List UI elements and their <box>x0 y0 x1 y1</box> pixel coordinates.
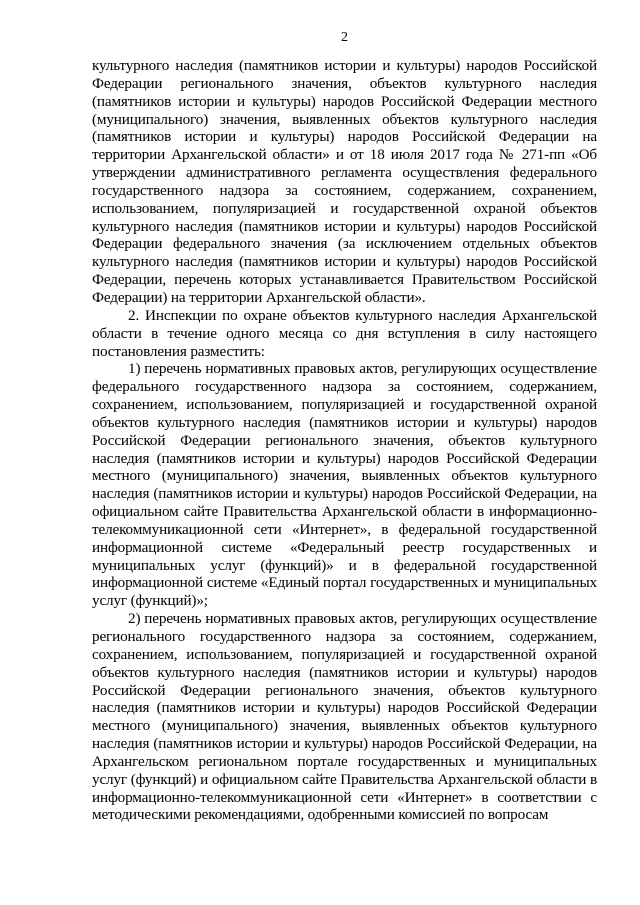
paragraph-subitem-1: 1) перечень нормативных правовых актов, регулирующих осуществление федерального государственного надзора за состоянием, содержанием, сохранением, использованием, популяризацией и государственной охраной объектов культурного наследия (памятников истории и культуры) народов Российской Федерации регионального значения, объектов культурного наследия (памятников истории и культуры) народов Российской Федерации местного (муниципального) значения, выявленных объектов культурного наследия (памятников истории и культуры) народов Российской Федерации, на официальном сайте Правительства Архангельской области в информационно-телекоммуникационной сети «Интернет», в федеральной государственной информационной системе «Федеральный реестр государственных и муниципальных услуг (функций)» и в федеральной государственной информационной системе «Единый портал государственных и муниципальных услуг (функций)»; <box>92 360 597 610</box>
paragraph-item-2: 2. Инспекции по охране объектов культурного наследия Архангельской области в течение одного месяца со дня вступления в силу настоящего постановления разместить: <box>92 306 597 360</box>
paragraph-continuation: культурного наследия (памятников истории и культуры) народов Российской Федерации регионального значения, объектов культурного наследия (памятников истории и культуры) народов Российской Федерации местного (муниципального) значения, выявленных объектов культурного наследия (памятников истории и культуры) народов Российской Федерации на территории Архангельской области» и от 18 июля 2017 года № 271-пп «Об утверждении административного регламента осуществления федерального государственного надзора за состоянием, содержанием, сохранением, использованием, популяризацией и государственной охраной объектов культурного наследия (памятников истории и культуры) народов Российской Федерации федерального значения (за исключением отдельных объектов культурного наследия (памятников истории и культуры) народов Российской Федерации, перечень которых устанавливается Правительством Российской Федерации) на территории Архангельской области». <box>92 57 597 306</box>
page-number: 2 <box>341 30 348 45</box>
document-page <box>92 30 597 824</box>
paragraph-subitem-2: 2) перечень нормативных правовых актов, регулирующих осуществление регионального государственного надзора за состоянием, содержанием, сохранением, использованием, популяризацией и государственной охраной объектов культурного наследия (памятников истории и культуры) народов Российской Федерации регионального значения, объектов культурного наследия (памятников истории и культуры) народов Российской Федерации местного (муниципального) значения, выявленных объектов культурного наследия (памятников истории и культуры) народов Российской Федерации, на Архангельском региональном портале государственных и муниципальных услуг (функций) и официальном сайте Правительства Архангельской области в информационно-телекоммуникационной сети «Интернет» в соответствии с методическими рекомендациями, одобренными комиссией по вопросам <box>92 610 597 824</box>
